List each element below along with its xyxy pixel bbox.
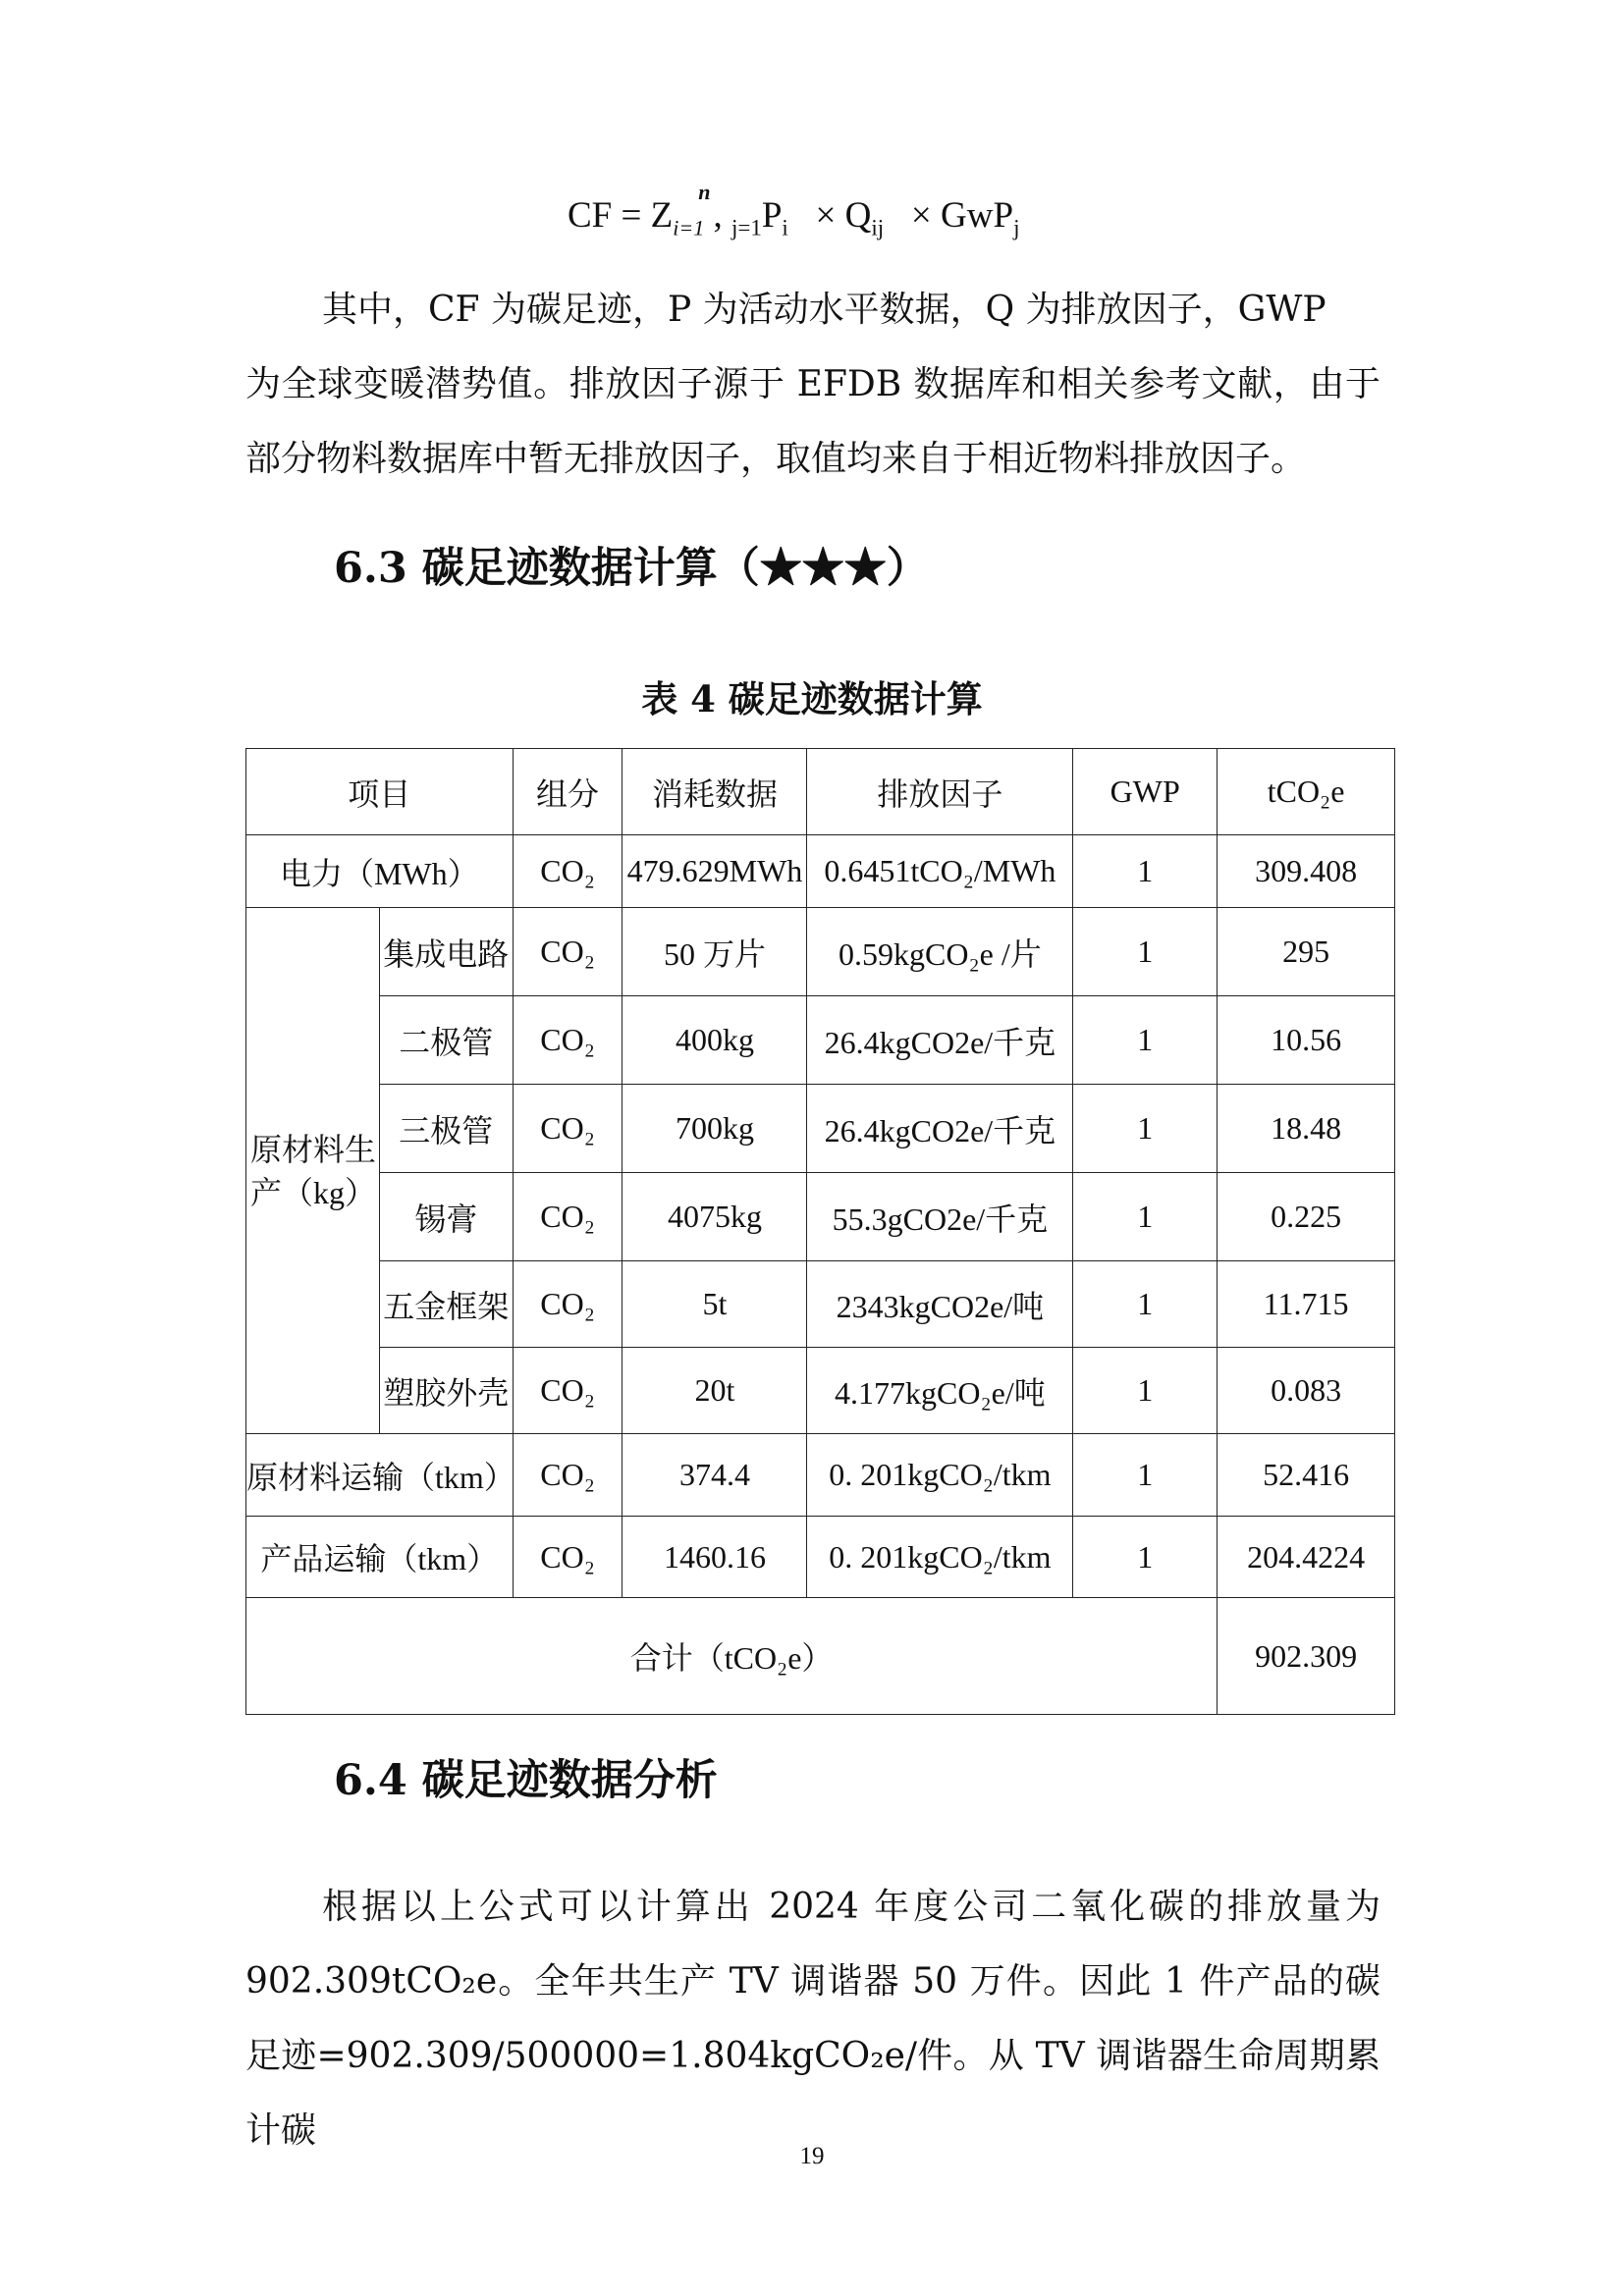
row-tco2e: 0.225 [1218, 1173, 1395, 1261]
row-factor: 0. 201kgCO₂/tkm [807, 1517, 1073, 1598]
header-component: 组分 [513, 749, 623, 835]
row-component: CO₂ [513, 996, 623, 1085]
row-item: 锡膏 [379, 1173, 513, 1261]
row-item: 五金框架 [379, 1261, 513, 1348]
table-header-row [246, 749, 1395, 835]
carbon-footprint-formula: CF = Z n $_{i=1}$ , $_{j=1}P_i \times Q_{ij} \times GwP_j$ [568, 180, 1020, 240]
table-row [246, 1517, 1395, 1598]
total-label: 合计（tCO₂e） [246, 1598, 1218, 1715]
row-item: 原材料运输（tkm） [246, 1434, 514, 1517]
header-tco2e: tCO₂e [1218, 749, 1395, 835]
table-row [246, 1085, 1395, 1173]
row-gwp: 1 [1073, 1434, 1218, 1517]
row-gwp: 1 [1073, 1173, 1218, 1261]
row-tco2e: 11.715 [1218, 1261, 1395, 1348]
row-component: CO₂ [513, 1434, 623, 1517]
row-consumption: 5t [623, 1261, 807, 1348]
row-consumption: 400kg [623, 996, 807, 1085]
row-item: 三极管 [379, 1085, 513, 1173]
table-row [246, 996, 1395, 1085]
row-tco2e: 0.083 [1218, 1348, 1395, 1434]
formula-explanation-paragraph: 其中，CF 为碳足迹，P 为活动水平数据，Q 为排放因子，GWP 为全球变暖潜势值。排放因子源于 EFDB 数据库和相关参考文献，由于部分物料数据库中暂无排放因子，取值均来自于相近物料排放因子。 [245, 290, 1380, 479]
row-consumption: 50 万片 [623, 908, 807, 996]
row-item: 集成电路 [379, 908, 513, 996]
analysis-paragraph: 根据以上公式可以计算出 2024 年度公司二氧化碳的排放量为902.309tCO₂e。全年共生产 TV 调谐器 50 万件。因此 1 件产品的碳足迹=902.309/500000=1.804kgCO₂e/件。从 TV 调谐器生命周期累计碳 [245, 1887, 1380, 2151]
row-tco2e: 204.4224 [1218, 1517, 1395, 1598]
row-item: 产品运输（tkm） [246, 1517, 514, 1598]
row-tco2e: 309.408 [1218, 835, 1395, 908]
table-row [246, 1173, 1395, 1261]
row-consumption: 1460.16 [623, 1517, 807, 1598]
row-factor: 0.6451tCO₂/MWh [807, 835, 1073, 908]
row-factor: 26.4kgCO2e/千克 [807, 1085, 1073, 1173]
section-heading-6-4: 6.4 碳足迹数据分析 [334, 1756, 718, 1805]
row-tco2e: 52.416 [1218, 1434, 1395, 1517]
row-factor: 26.4kgCO2e/千克 [807, 996, 1073, 1085]
row-factor: 0.59kgCO₂e /片 [807, 908, 1073, 996]
row-tco2e: 10.56 [1218, 996, 1395, 1085]
row-component: CO₂ [513, 1085, 623, 1173]
table-total-row [246, 1598, 1395, 1715]
row-item: 电力（MWh） [246, 835, 514, 908]
carbon-footprint-table [245, 748, 1395, 1715]
row-factor: 4.177kgCO₂e/吨 [807, 1348, 1073, 1434]
row-component: CO₂ [513, 1261, 623, 1348]
section-heading-6-3: 6.3 碳足迹数据计算（★★★） [334, 544, 929, 593]
total-value: 902.309 [1218, 1598, 1395, 1715]
row-consumption: 20t [623, 1348, 807, 1434]
row-gwp: 1 [1073, 1517, 1218, 1598]
row-factor: 2343kgCO2e/吨 [807, 1261, 1073, 1348]
row-component: CO₂ [513, 1348, 623, 1434]
table-row [246, 908, 1395, 996]
table-row [246, 1434, 1395, 1517]
row-tco2e: 295 [1218, 908, 1395, 996]
page-number: 19 [799, 2143, 825, 2169]
row-gwp: 1 [1073, 835, 1218, 908]
table-row [246, 835, 1395, 908]
row-component: CO₂ [513, 835, 623, 908]
row-factor: 0. 201kgCO₂/tkm [807, 1434, 1073, 1517]
raw-material-group-label: 原材料生产（kg） [246, 908, 380, 1434]
header-emission-factor: 排放因子 [807, 749, 1073, 835]
row-gwp: 1 [1073, 1261, 1218, 1348]
row-gwp: 1 [1073, 908, 1218, 996]
row-component: CO₂ [513, 908, 623, 996]
row-component: CO₂ [513, 1517, 623, 1598]
row-consumption: 479.629MWh [623, 835, 807, 908]
row-item: 二极管 [379, 996, 513, 1085]
table-caption: 表 4 碳足迹数据计算 [641, 677, 983, 721]
row-item: 塑胶外壳 [379, 1348, 513, 1434]
row-factor: 55.3gCO2e/千克 [807, 1173, 1073, 1261]
row-consumption: 4075kg [623, 1173, 807, 1261]
header-gwp: GWP [1073, 749, 1218, 835]
row-gwp: 1 [1073, 1085, 1218, 1173]
row-consumption: 700kg [623, 1085, 807, 1173]
table-row [246, 1261, 1395, 1348]
row-tco2e: 18.48 [1218, 1085, 1395, 1173]
row-consumption: 374.4 [623, 1434, 807, 1517]
table-row [246, 1348, 1395, 1434]
row-component: CO₂ [513, 1173, 623, 1261]
header-consumption: 消耗数据 [623, 749, 807, 835]
header-item: 项目 [246, 749, 514, 835]
row-gwp: 1 [1073, 1348, 1218, 1434]
row-gwp: 1 [1073, 996, 1218, 1085]
